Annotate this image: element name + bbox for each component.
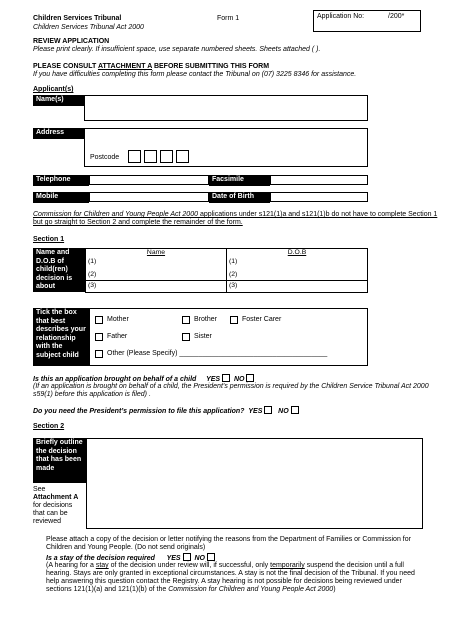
child-row-2: (2)	[88, 271, 97, 278]
child-row-3-cell[interactable]	[86, 281, 227, 293]
consult-title: PLEASE CONSULT ATTACHMENT A BEFORE SUBMITTING THIS FORM	[33, 63, 270, 70]
brother-checkbox[interactable]	[182, 316, 190, 324]
attach-decision-note: Please attach a copy of the decision or letter notifying the reasons from the Department of Families or Commission for Children and Young People. (Do not send originals)	[46, 536, 411, 551]
child-row-3: (3)	[88, 282, 97, 289]
stay-yes-checkbox[interactable]	[183, 553, 191, 561]
section1-heading: Section 1	[33, 236, 65, 243]
decision-outline-field[interactable]	[86, 438, 423, 529]
behalf-yes-checkbox[interactable]	[222, 374, 230, 382]
stay-no-checkbox[interactable]	[207, 553, 215, 561]
applicant-heading: Applicant(s)	[33, 86, 74, 93]
name-column-header: Name	[146, 249, 166, 256]
form-number: Form 1	[217, 15, 240, 22]
foster-carer-label: Foster Carer	[242, 316, 282, 323]
permission-no-label: NO	[278, 408, 289, 415]
child-table	[85, 248, 368, 293]
father-checkbox[interactable]	[95, 333, 103, 341]
child-name-cells[interactable]	[86, 249, 227, 281]
names-field[interactable]	[84, 95, 368, 121]
child-row-1: (1)	[88, 258, 97, 265]
address-label: Address	[33, 128, 84, 139]
behalf-yes-label: YES	[206, 376, 221, 383]
dob-label: Date of Birth	[209, 192, 270, 203]
foster-carer-checkbox[interactable]	[230, 316, 238, 324]
mother-checkbox[interactable]	[95, 316, 103, 324]
stay-note: (A hearing for a stay of the decision under review will, if successful, only temporarily suspend the decision until a full hearing. Stays are only granted in exceptional circumstances. A stay is not the final decision of the Tribunal. If you need help answering this question contact the Registry. A stay hearing is not possible for decisions being reviewed under sections 121(1)(a) and 121(1)(b) of the Commission for Children and Young People Act 2000)	[46, 562, 415, 593]
other-label[interactable]: Other (Please Specify) ______________________________________	[107, 350, 328, 357]
postcode-digit-3[interactable]	[160, 150, 173, 163]
permission-question: Do you need the President’s permission to file this application? YES NO	[33, 406, 299, 416]
review-instructions: Please print clearly. If insufficient space, use separate numbered sheets. Sheets attached ( ).	[33, 46, 321, 53]
mobile-label: Mobile	[33, 192, 89, 203]
app-no-label: Application No:	[317, 13, 365, 20]
commission-note: Commission for Children and Young People Act 2000 applications under s121(1)a and s121(1)b do not have to complete Section 1 but go straight to Section 2 and complete the remainder of the form.	[33, 211, 438, 226]
postcode-label: Postcode	[90, 154, 120, 161]
mobile-field[interactable]	[89, 192, 209, 202]
behalf-note: (If an application is brought on behalf of a child, the President’s permission is required by the Children Service Tribunal Act 2000 s59(1) before this application is filed) .	[33, 383, 429, 398]
sister-checkbox[interactable]	[182, 333, 190, 341]
brother-label: Brother	[194, 316, 217, 323]
facsimile-field[interactable]	[270, 175, 368, 185]
postcode-digit-4[interactable]	[176, 150, 189, 163]
telephone-field[interactable]	[89, 175, 209, 185]
postcode-boxes[interactable]	[128, 150, 192, 163]
consult-note: If you have difficulties completing this form please contact the Tribunal on (07) 3225 8346 for assistance.	[33, 71, 357, 78]
section2-heading: Section 2	[33, 423, 65, 430]
names-label: Name(s)	[33, 95, 84, 106]
stay-question: Is a stay of the decision required YES NO	[46, 553, 215, 563]
mother-label: Mother	[107, 316, 129, 323]
other-checkbox[interactable]	[95, 350, 103, 358]
telephone-label: Telephone	[33, 175, 89, 186]
review-title: REVIEW APPLICATION	[33, 38, 110, 45]
dob-row-1: (1)	[229, 258, 238, 265]
sister-label: Sister	[194, 333, 212, 340]
postcode-digit-2[interactable]	[144, 150, 157, 163]
child-name-dob-label: Name and D.O.B of child(ren) decision is about	[33, 248, 85, 292]
dob-row-3-cell[interactable]	[227, 281, 368, 293]
stay-no-label: NO	[194, 555, 205, 562]
act-name: Children Services Tribunal Act 2000	[33, 24, 144, 31]
permission-no-checkbox[interactable]	[291, 406, 299, 414]
attachment-a-link: ATTACHMENT A	[97, 63, 152, 70]
behalf-no-checkbox[interactable]	[246, 374, 254, 382]
behalf-no-label: NO	[233, 376, 245, 383]
permission-yes-checkbox[interactable]	[264, 406, 272, 414]
relationship-box	[89, 308, 368, 366]
father-label: Father	[107, 333, 128, 340]
address-field[interactable]	[84, 128, 368, 167]
attachment-a-ref: Attachment A	[33, 494, 79, 501]
dob-row-3: (3)	[229, 282, 238, 289]
permission-yes-label: YES	[248, 408, 263, 415]
dob-column-header: D.O.B	[287, 249, 307, 256]
relationship-label: Tick the box that best describes your relationship with the subject child	[33, 308, 89, 366]
child-dob-cells[interactable]	[227, 249, 368, 281]
dob-row-2: (2)	[229, 271, 238, 278]
application-number-box[interactable]	[313, 10, 421, 32]
app-no-year: /200*	[388, 13, 405, 20]
org-name: Children Services Tribunal	[33, 15, 122, 22]
postcode-digit-1[interactable]	[128, 150, 141, 163]
stay-yes-label: YES	[166, 555, 181, 562]
behalf-question: Is this an application brought on behalf of a child YES NO	[33, 374, 254, 384]
facsimile-label: Facsimile	[209, 175, 270, 186]
see-attachment-note: See Attachment A for decisions that can be reviewed	[33, 486, 79, 525]
decision-outline-label: Briefly outline the decision that has been made	[33, 438, 86, 483]
dob-field[interactable]	[270, 192, 368, 202]
